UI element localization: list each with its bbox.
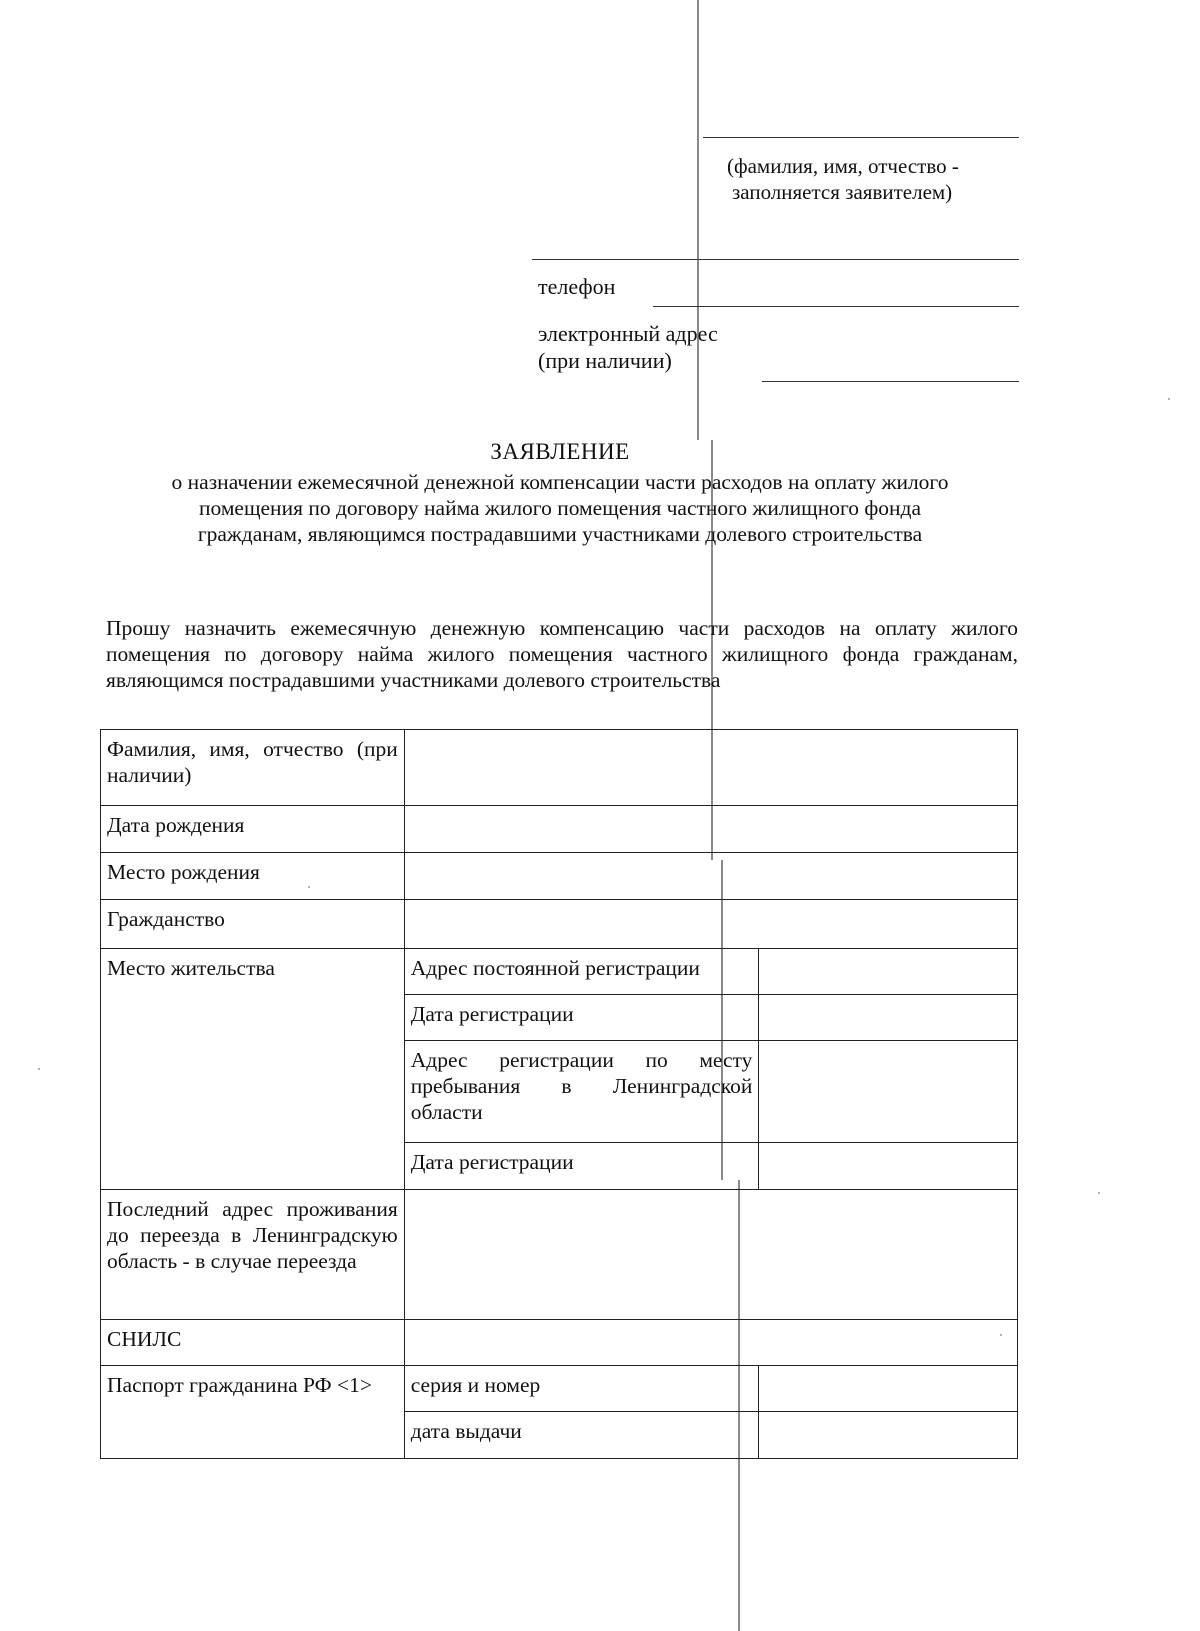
perm-address-value-cell[interactable] — [759, 949, 1018, 995]
residence-label: Место жительства — [101, 949, 405, 1190]
phone-line — [653, 306, 1019, 307]
table-row — [101, 1320, 1018, 1366]
perm-address-label: Адрес постоянной регистрации — [404, 949, 759, 995]
table-row — [101, 806, 1018, 853]
birth-place-value-cell[interactable] — [404, 853, 1017, 900]
stay-address-value-cell[interactable] — [759, 1041, 1018, 1143]
scan-fold-line — [697, 0, 699, 440]
subtitle-line: гражданам, являющимся пострадавшими участниками долевого строительства — [197, 522, 923, 546]
snils-label: СНИЛС — [101, 1320, 405, 1366]
table-row — [101, 1190, 1018, 1320]
fio-label: Фамилия, имя, отчество (при наличии) — [101, 730, 405, 806]
email-label-line1: электронный адрес — [538, 321, 718, 346]
table-row — [101, 730, 1018, 806]
snils-value-cell[interactable] — [404, 1320, 1017, 1366]
passport-series-value-cell[interactable] — [759, 1366, 1018, 1412]
stay-reg-date-value-cell[interactable] — [759, 1143, 1018, 1190]
table-row — [101, 949, 1018, 995]
scan-speck — [1098, 1192, 1100, 1194]
subtitle-line: о назначении ежемесячной денежной компенсации части расходов на оплату жилого — [171, 470, 949, 494]
applicant-data-table — [100, 729, 1018, 1459]
table-row — [101, 900, 1018, 949]
birth-date-value-cell[interactable] — [404, 806, 1017, 853]
request-paragraph: Прошу назначить ежемесячную денежную компенсацию части расходов на оплату жилого помещения по договору найма жилого помещения частного жилищного фонда гражданам, являющимся пострадавшими участниками долевого строительства — [106, 616, 1018, 692]
last-address-value-cell[interactable] — [404, 1190, 1017, 1320]
birth-date-label: Дата рождения — [101, 806, 405, 853]
citizenship-label: Гражданство — [101, 900, 405, 949]
email-line — [762, 381, 1019, 382]
name-signature-line — [703, 137, 1019, 138]
reg-date-value-cell[interactable] — [759, 995, 1018, 1041]
scan-speck — [308, 886, 310, 888]
phone-label: телефон — [538, 274, 616, 299]
reg-date-label: Дата регистрации — [404, 995, 759, 1041]
table-row — [101, 853, 1018, 900]
passport-issue-date-label: дата выдачи — [404, 1412, 759, 1459]
subtitle-line: помещения по договору найма жилого помещения частного жилищного фонда — [198, 496, 922, 520]
name-hint-line1: (фамилия, имя, отчество - — [727, 154, 959, 178]
scan-speck — [1000, 1334, 1002, 1336]
last-address-label: Последний адрес проживания до переезда в Ленинградскую область - в случае переезда — [101, 1190, 405, 1320]
document-subtitle — [60, 469, 1060, 547]
passport-label: Паспорт гражданина РФ <1> — [101, 1366, 405, 1459]
document-title: ЗАЯВЛЕНИЕ — [490, 439, 630, 464]
passport-issue-date-value-cell[interactable] — [759, 1412, 1018, 1459]
citizenship-value-cell[interactable] — [404, 900, 1017, 949]
table-row — [101, 1366, 1018, 1412]
stay-address-label: Адрес регистрации по месту пребывания в Ленинградской области — [404, 1041, 759, 1143]
email-label-line2: (при наличии) — [538, 348, 672, 373]
scan-speck — [38, 1068, 40, 1070]
passport-series-label: серия и номер — [404, 1366, 759, 1412]
name-hint-line2: заполняется заявителем) — [732, 180, 953, 204]
blank-line — [532, 259, 1019, 260]
fio-value-cell[interactable] — [404, 730, 1017, 806]
reg-date-label: Дата регистрации — [404, 1143, 759, 1190]
birth-place-label: Место рождения — [101, 853, 405, 900]
scan-speck — [1168, 398, 1170, 400]
